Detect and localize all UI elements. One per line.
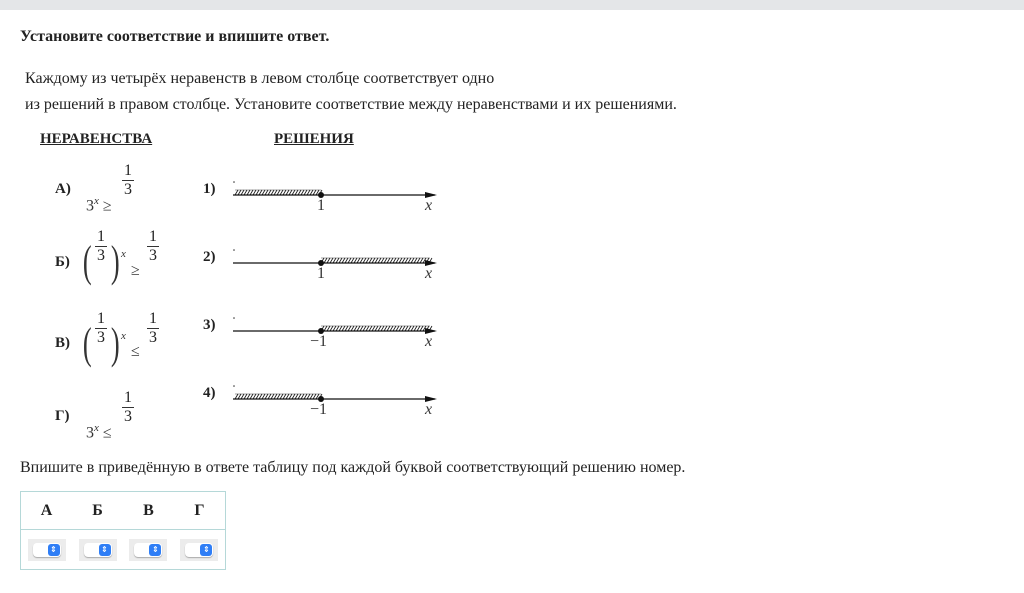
number-line-3	[225, 308, 445, 353]
solution-label-2: 2)	[203, 249, 216, 265]
exponent: x	[94, 195, 99, 207]
right-paren: )	[110, 319, 120, 368]
point-label: −1	[310, 333, 328, 350]
solutions-header: РЕШЕНИЯ	[274, 131, 354, 147]
axis-label: x	[425, 265, 433, 282]
fraction-c-base: $\frac{1}{3}$	[97, 310, 105, 346]
answer-select-c[interactable]	[129, 539, 167, 561]
solution-label-1: 1)	[203, 181, 216, 197]
sign: ≥	[131, 262, 140, 279]
left-paren: (	[82, 237, 92, 286]
number-line-1	[225, 172, 445, 217]
updown-icon: ⇕	[48, 544, 60, 556]
number-line-2	[225, 240, 445, 285]
answer-select-d[interactable]	[180, 539, 218, 561]
inequality-label-a: А)	[55, 181, 71, 197]
solution-label-4: 4)	[203, 385, 216, 401]
task-text-line-2: из решений в правом столбце. Установите соответствие между неравенствами и их решениями.	[25, 96, 677, 113]
task-text-line-1: Каждому из четырёх неравенств в левом столбце соответствует одно	[25, 70, 495, 87]
answer-select-b[interactable]	[79, 539, 117, 561]
solution-label-3: 3)	[203, 317, 216, 333]
axis-label: x	[425, 197, 433, 214]
column-a: А	[21, 492, 73, 530]
exponent: x	[94, 422, 99, 434]
inequality-label-d: Г)	[55, 408, 70, 424]
inequality-label-b: Б)	[55, 254, 70, 270]
exponent: x	[121, 248, 126, 260]
number-line-4	[225, 376, 445, 421]
column-b: Б	[72, 492, 123, 530]
base: 3	[86, 424, 94, 442]
point-label: 1	[317, 265, 325, 282]
inequality-d	[86, 422, 112, 442]
updown-icon: ⇕	[149, 544, 161, 556]
inequality-a	[86, 195, 112, 215]
answer-table	[20, 491, 226, 570]
fraction-c: $\frac{1}{3}$	[149, 310, 157, 346]
inequality-label-c: В)	[55, 335, 70, 351]
fraction-b: $\frac{1}{3}$	[149, 228, 157, 264]
axis-label: x	[425, 401, 433, 418]
point-label: −1	[310, 401, 328, 418]
right-paren: )	[110, 237, 120, 286]
updown-icon: ⇕	[200, 544, 212, 556]
column-c: В	[123, 492, 174, 530]
base: 3	[86, 197, 94, 215]
exponent: x	[121, 330, 126, 342]
answer-select-a[interactable]	[28, 539, 66, 561]
fraction-a: $\frac{1}{3}$	[124, 162, 132, 198]
instruction-text: Впишите в приведённую в ответе таблицу под каждой буквой соответствующий решению номер.	[20, 459, 686, 476]
axis-label: x	[425, 333, 433, 350]
updown-icon: ⇕	[99, 544, 111, 556]
column-d: Г	[174, 492, 226, 530]
sign: ≥	[102, 197, 112, 215]
fraction-b-base: $\frac{1}{3}$	[97, 228, 105, 264]
sign: ≤	[102, 424, 112, 442]
sign: ≤	[131, 343, 140, 360]
inequalities-header: НЕРАВЕНСТВА	[40, 131, 153, 147]
fraction-d: $\frac{1}{3}$	[124, 389, 132, 425]
left-paren: (	[82, 319, 92, 368]
task-title: Установите соответствие и впишите ответ.	[20, 28, 330, 45]
point-label: 1	[317, 197, 325, 214]
top-bar	[0, 0, 1024, 10]
